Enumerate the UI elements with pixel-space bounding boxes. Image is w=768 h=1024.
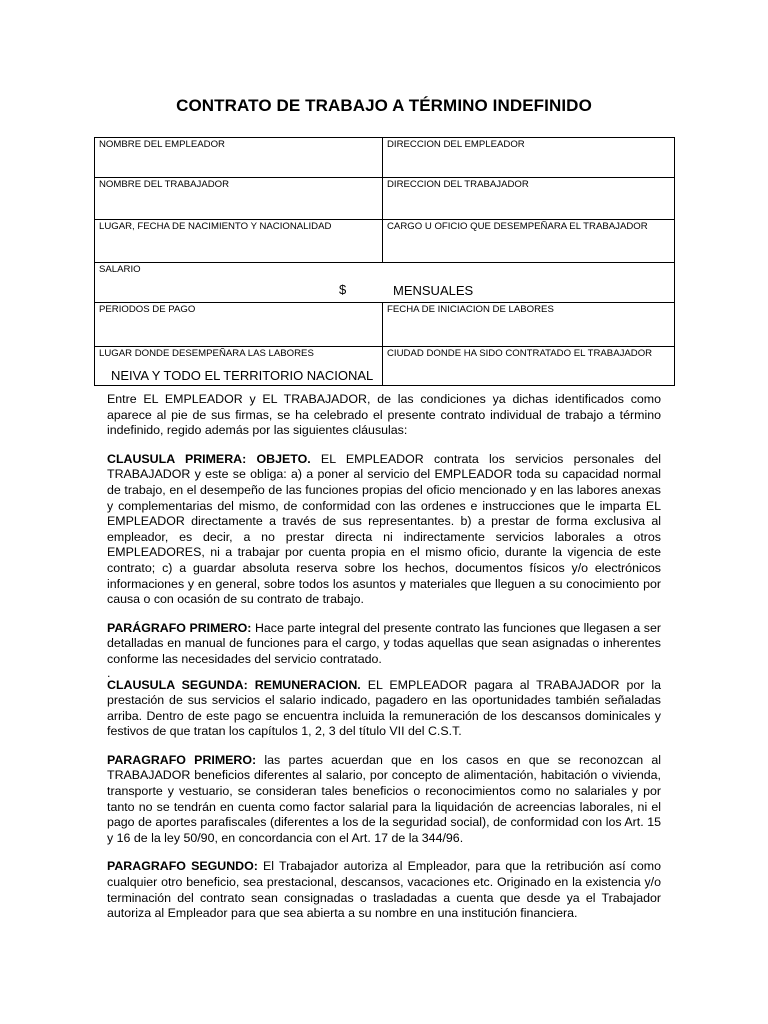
clause-text: El Trabajador autoriza al Empleador, para que la retribución así como cualquier otro beneficio, sea prestacional, descansos, vacaciones etc. Originado en la existencia y/o terminación del contrato sean consignadas o trasladadas a cuenta que desde ya el Trabajador autoriza al Empleador para que sea abierta a su nombre en una institución financiera. — [107, 859, 661, 921]
clause-heading: CLAUSULA PRIMERA: OBJETO. — [107, 451, 311, 466]
field-label: LUGAR DONDE DESEMPEÑARA LAS LABORES — [99, 348, 314, 359]
currency-symbol: $ — [339, 282, 347, 297]
clause-first-paragraph — [107, 452, 661, 608]
salary-field[interactable] — [95, 263, 675, 303]
page-title: CONTRATO DE TRABAJO A TÉRMINO INDEFINIDO — [176, 96, 592, 115]
table-row — [95, 178, 675, 220]
contract-body — [107, 392, 661, 935]
clause-text: EL EMPLEADOR pagara al TRABAJADOR por la prestación de sus servicios el salario indicado, pagadero en las oportunidades también señaladas arriba. Dentro de este pago se encuentra incluida la remuneración de los descansos dominicales y festivos de que tratan los capítulos 1, 2, 3 del título VII del C.S.T. — [107, 677, 661, 739]
intro-paragraph: Entre EL EMPLEADOR y EL TRABAJADOR, de las condiciones ya dichas identificados como aparece al pie de sus firmas, se ha celebrado el presente contrato individual de trabajo a término indefinido, regido además por las siguientes cláusulas: — [107, 392, 661, 438]
clause-text: las partes acuerdan que en los casos en que se reconozcan al TRABAJADOR beneficios diferentes al salario, por concepto de alimentación, habitación o vivienda, transporte y vestuario, se consideran tales beneficios o reconocimientos como no salariales y por tanto no se tendrán en cuenta como factor salarial para la liquidación de acreencias laborales, ni el pago de aportes parafiscales (diferentes a los de la seguridad social), de conformidad con los Art. 15 y 16 de la ley 50/90, en concordancia con el Art. 17 de la 344/96. — [107, 752, 661, 845]
paragraph-second — [107, 859, 661, 921]
worker-address-field[interactable] — [383, 178, 675, 220]
separator-dot: . — [107, 665, 111, 680]
field-label: CIUDAD DONDE HA SIDO CONTRATADO EL TRABAJADOR — [387, 348, 653, 359]
field-label: NOMBRE DEL TRABAJADOR — [99, 179, 230, 190]
table-row — [95, 263, 675, 303]
clause-text: EL EMPLEADOR contrata los servicios personales del TRABAJADOR y este se obliga: a) a poner al servicio del EMPLEADOR toda su capacidad normal de trabajo, en el desempeño de las funciones propias del oficio mencionado y en las labores anexas y complementarias del mismo, de conformidad con las ordenes e instrucciones que le imparta EL EMPLEADOR directamente a través de sus representantes. b) a prestar de forma exclusiva al empleador, es decir, a no prestar directa ni indirectamente servicios laborales a otros EMPLEADORES, ni a trabajar por cuenta propia en el mismo oficio, durante la vigencia de este contrato; c) a guardar absoluta reserva sobre los hechos, documentos físicos y/o electrónicos informaciones y en general, sobre todos los asuntos y materiales que lleguen a su conocimiento por causa o con ocasión de su contrato de trabajo. — [107, 451, 661, 607]
clause-heading: CLAUSULA SEGUNDA: REMUNERACION. — [107, 677, 361, 692]
employer-name-field[interactable] — [95, 138, 383, 178]
table-row — [95, 138, 675, 178]
field-label: PERIODOS DE PAGO — [99, 304, 196, 315]
table-row — [95, 220, 675, 263]
field-label: SALARIO — [99, 264, 141, 275]
field-label: CARGO U OFICIO QUE DESEMPEÑARA EL TRABAJADOR — [387, 221, 648, 232]
table-row — [95, 347, 675, 386]
table-row — [95, 303, 675, 347]
worker-name-field[interactable] — [95, 178, 383, 220]
payment-periods-field[interactable] — [95, 303, 383, 347]
field-label: NOMBRE DEL EMPLEADOR — [99, 139, 225, 150]
field-label: FECHA DE INICIACION DE LABORES — [387, 304, 554, 315]
paragraph-first-a — [107, 621, 661, 668]
employer-address-field[interactable] — [383, 138, 675, 178]
job-position-field[interactable] — [383, 220, 675, 263]
clause-second-paragraph — [107, 678, 661, 740]
field-label: DIRECCION DEL EMPLEADOR — [387, 139, 525, 150]
start-date-field[interactable] — [383, 303, 675, 347]
clause-text: Hace parte integral del presente contrato las funciones que llegasen a ser detalladas en manual de funciones para el cargo, y todas aquellas que sean asignadas o inherentes conforme las necesidades del servicio contratado. — [107, 620, 661, 666]
salary-period-value: MENSUALES — [393, 283, 474, 298]
birth-place-date-field[interactable] — [95, 220, 383, 263]
clause-heading: PARÁGRAFO PRIMERO: — [107, 620, 252, 635]
contract-form-table — [94, 137, 675, 386]
work-place-value: NEIVA Y TODO EL TERRITORIO NACIONAL — [111, 368, 374, 383]
paragraph-first-b — [107, 753, 661, 847]
hiring-city-field[interactable] — [383, 347, 675, 386]
field-label: LUGAR, FECHA DE NACIMIENTO Y NACIONALIDAD — [99, 221, 332, 232]
work-place-field[interactable] — [95, 347, 383, 386]
clause-heading: PARAGRAFO PRIMERO: — [107, 752, 257, 767]
field-label: DIRECCION DEL TRABAJADOR — [387, 179, 529, 190]
clause-heading: PARAGRAFO SEGUNDO: — [107, 859, 258, 874]
